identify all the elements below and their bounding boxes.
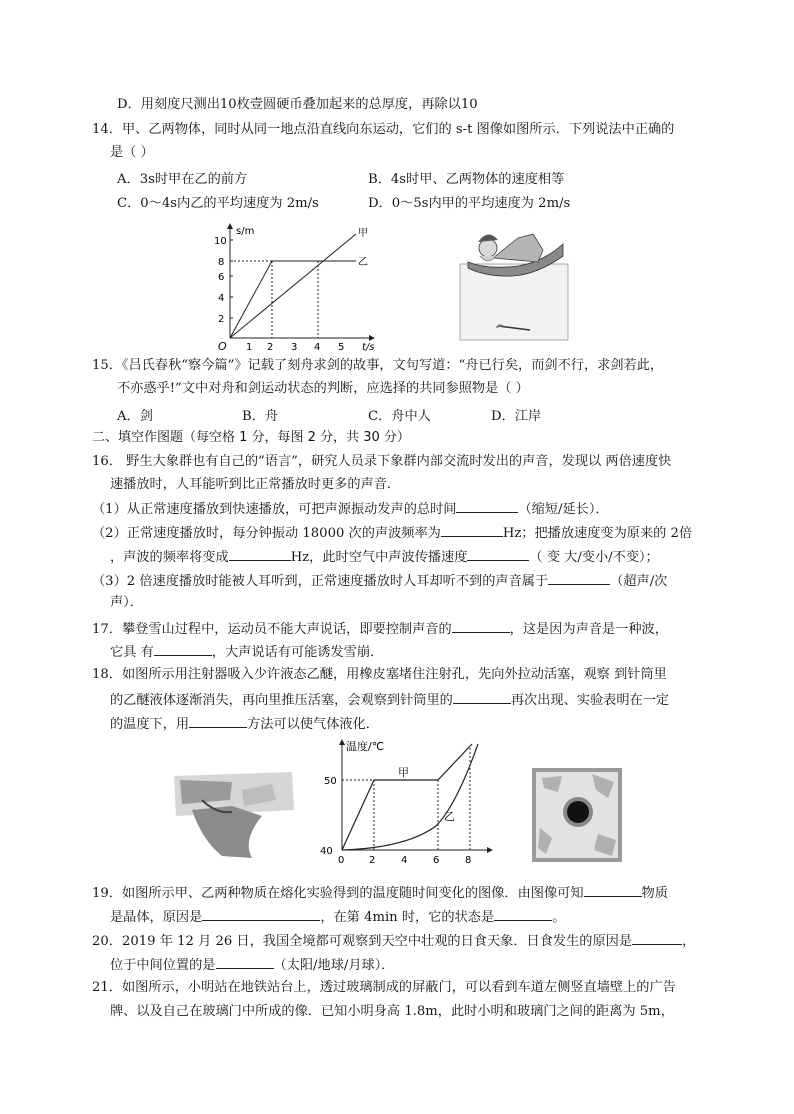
temp-xtick-0: 0 (338, 855, 345, 866)
q21-line1: 21．如图所示，小明站在地铁站台上，透过玻璃制成的屏蔽门，可以看到车道左侧竖直墙壁上的广告 (92, 980, 676, 995)
q19-blank1[interactable] (584, 883, 642, 897)
st-label-yi: 乙 (358, 257, 368, 268)
q21-line2: 牌、以及自己在玻璃门中所成的像．已知小明身高 1.8m，此时小明和玻璃门之间的距离为 5m， (110, 1004, 674, 1019)
st-x-label: t/s (362, 342, 375, 352)
q15-line2: 不亦惑乎!”文中对舟和剑运动状态的判断，应选择的共同参照物是（ ） (117, 381, 529, 396)
st-xtick-4: 4 (314, 342, 321, 352)
q16-sub1 (92, 499, 609, 519)
q16-sub2-text: （2）正常速度播放时，每分钟振动 18000 次的声波频率为 (92, 526, 441, 541)
q18-line2-text: 的乙醚液体逐渐消失，再向里推压活塞，会观察到针筒里的 (110, 693, 453, 708)
q19-blank2[interactable] (202, 907, 320, 921)
q14-stem-line2: 是（ ） (110, 145, 154, 160)
temp-xtick-4: 4 (401, 855, 408, 866)
temp-xtick-2: 2 (369, 855, 376, 866)
q17-line2-tail: ，大声说话有可能诱发雪崩． (211, 645, 384, 660)
st-y-label: s/m (236, 226, 255, 237)
q20-line1-text: 20．2019 年 12 月 26 日，我国全境都可观察到天空中壮观的日食天象．日食发生的原因是 (92, 934, 633, 949)
q19-line1 (92, 883, 668, 903)
q20-blank1[interactable] (632, 931, 682, 945)
q18-line3-tail: 方法可以使气体液化． (247, 717, 379, 732)
q19-line2-tail: 。 (552, 910, 566, 925)
q20-line2-tail: （太阳/地球/月球）． (273, 958, 395, 973)
st-ytick-8: 8 (218, 257, 225, 268)
q15-line1: 15．《吕氏春秋“察今篇”》记载了刻舟求剑的故事，文句写道：“舟已行矣，而剑不行，求剑若此， (92, 358, 664, 373)
temp-xtick-8: 8 (465, 855, 472, 866)
temp-line-jia (342, 744, 472, 850)
q20-line1-tail: ， (682, 934, 696, 949)
q20-line2-text: 位于中间位置的是 (110, 958, 216, 973)
q18-blank2[interactable] (189, 714, 247, 728)
q16-sub2-freq-text: ，声波的频率将变成 (110, 550, 229, 565)
q15-option-b: B．舟 (242, 409, 279, 424)
q16-sub3-text: （3）2 倍速度播放时能被人耳听到，正常速度播放时人耳却听不到的声音属于 (92, 574, 549, 589)
temp-ytick-40: 40 (320, 846, 333, 857)
q16-blank3[interactable] (229, 547, 291, 561)
st-label-jia: 甲 (358, 228, 368, 239)
st-ytick-4: 4 (218, 293, 225, 304)
q16-blank4[interactable] (467, 547, 529, 561)
q18-line1: 18．如图所示用注射器吸入少许液态乙醚，用橡皮塞堵住注射孔，先向外拉动活塞，观察 到针筒里 (92, 667, 667, 682)
st-graph (212, 220, 382, 352)
q20-blank2[interactable] (216, 955, 274, 969)
q16-sub2-speed-text: Hz，此时空气中声波传播速度 (290, 550, 468, 565)
q19-blank3[interactable] (494, 907, 552, 921)
q16-sub1-hint: （缩短/延长）． (518, 502, 609, 517)
q15-option-d: D．江岸 (491, 409, 542, 424)
q18-line2-tail: 再次出现、实验表明在一定 (510, 693, 670, 708)
q16-sub2 (92, 523, 692, 543)
eclipse-photo (532, 768, 622, 862)
q16-sub2-hint: （ 变 大/变小/不变）； (529, 550, 659, 565)
q19-line1-text: 19．如图所示甲、乙两种物质在熔化实验得到的温度随时间变化的图像．由图像可知 (92, 886, 584, 901)
st-ytick-2: 2 (218, 314, 225, 325)
q18-line2 (110, 690, 669, 710)
st-origin: O (218, 340, 227, 352)
q14-option-b: B．4s时甲、乙两物体的速度相等 (368, 172, 565, 187)
st-ytick-6: 6 (218, 272, 225, 283)
q16-blank1[interactable] (456, 499, 518, 513)
q16-blank5[interactable] (548, 571, 610, 585)
q16-sub3-hint: （超声/次 (610, 574, 668, 589)
q16-sub2-unit: Hz；把播放速度变为原来的 2倍 (502, 526, 693, 541)
temp-ytick-50: 50 (324, 776, 337, 787)
q20-line2 (110, 955, 394, 975)
temp-y-label: 温度/℃ (346, 740, 385, 753)
section2-title: 二、填空作图题（每空格 1 分，每图 2 分，共 30 分） (92, 430, 410, 445)
q20-line1 (92, 931, 695, 951)
q16-line2: 速播放时，人耳能听到比正常播放时更多的声音． (110, 477, 401, 492)
st-xtick-3: 3 (291, 342, 298, 352)
q19-line1-tail: 物质 (641, 886, 668, 901)
st-line-yi (230, 261, 356, 338)
st-line-jia (230, 234, 356, 338)
q14-option-c: C．0～4s内乙的平均速度为 2m/s (117, 196, 319, 211)
q18-blank1[interactable] (453, 690, 511, 704)
q17-line2-text: 它具 有 (110, 645, 154, 660)
st-ytick-10: 10 (214, 236, 227, 247)
temp-label-yi: 乙 (444, 810, 455, 823)
temperature-graph (316, 736, 498, 866)
q14-option-a: A．3s时甲在乙的前方 (117, 172, 248, 187)
q16-line1: 16． 野生大象群也有自己的“语言”，研究人员录下象群内部交流时发出的声音，发现以 两倍速度快 (92, 454, 672, 469)
q18-line3-text: 的温度下，用 (110, 717, 190, 732)
q17-line1-text: 17．攀登雪山过程中，运动员不能大声说话，即要控制声音的 (92, 622, 452, 637)
q16-sub2-cont (110, 547, 659, 567)
q16-sub3 (92, 571, 667, 591)
q18-line3 (110, 714, 379, 734)
q19-line2 (110, 907, 565, 927)
q17-line1-tail: ，这是因为声音是一种波， (509, 622, 668, 637)
q17-line1 (92, 619, 668, 639)
q16-sub3-cont: 声）． (110, 595, 143, 610)
q14-stem-line1: 14．甲、乙两物体，同时从同一地点沿直线向东运动，它们的 s-t 图像如图所示．下列说法中正确的 (92, 122, 675, 137)
q15-option-c: C．舟中人 (368, 409, 431, 424)
st-xtick-5: 5 (338, 342, 345, 352)
q19-line2-mid: ，在第 4min 时，它的状态是 (320, 910, 495, 925)
syringe-photo (172, 770, 296, 860)
st-xtick-2: 2 (267, 342, 274, 352)
q19-line2-text: 是晶体，原因是 (110, 910, 203, 925)
temp-label-jia: 甲 (398, 766, 409, 779)
temp-xtick-6: 6 (433, 855, 440, 866)
q17-blank2[interactable] (154, 642, 212, 656)
q14-option-d: D．0～5s内甲的平均速度为 2m/s (368, 196, 571, 211)
st-xtick-1: 1 (246, 342, 253, 352)
q15-option-a: A．剑 (117, 409, 153, 424)
q16-sub1-text: （1）从正常速度播放到快速播放，可把声源振动发声的总时间 (92, 502, 457, 517)
boat-sword-illustration (458, 222, 570, 342)
q13-option-d: D．用刻度尺测出10枚壹圆硬币叠加起来的总厚度，再除以10 (117, 97, 478, 112)
q17-line2 (110, 642, 383, 662)
q16-blank2[interactable] (441, 523, 503, 537)
q17-blank1[interactable] (452, 619, 510, 633)
